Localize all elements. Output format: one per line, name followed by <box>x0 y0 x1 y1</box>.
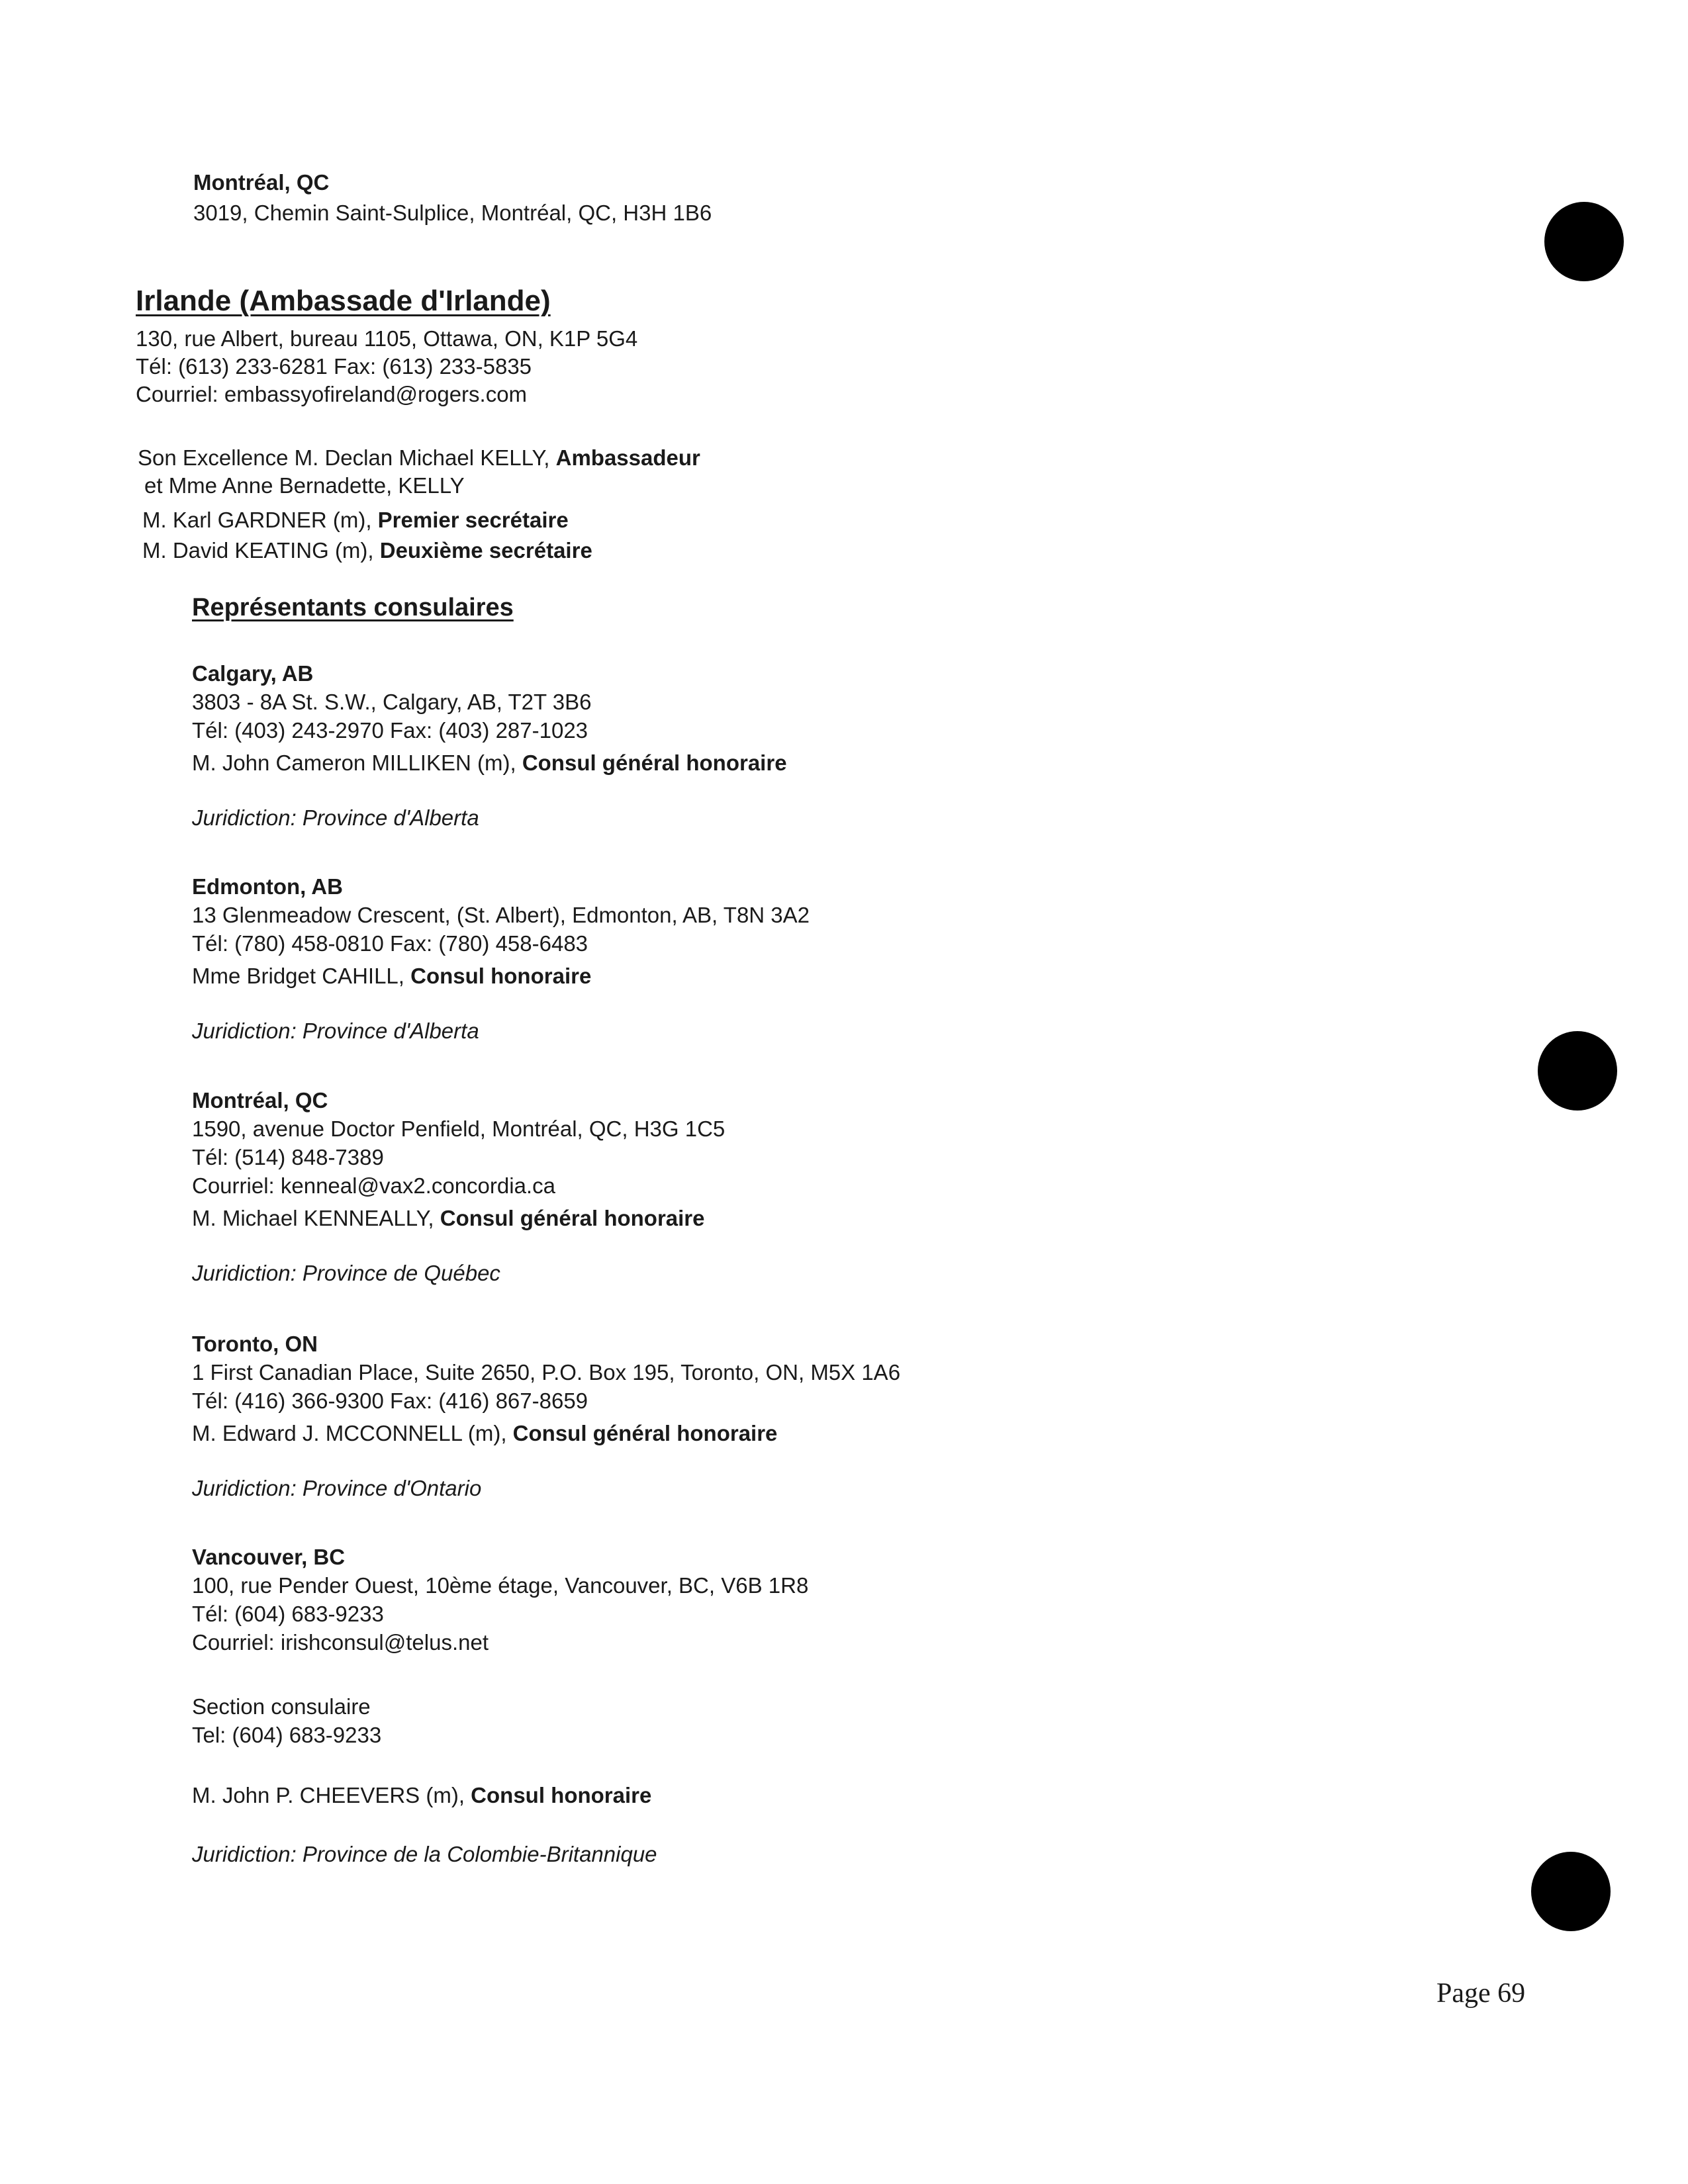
embassy-phone: Tél: (613) 233-6281 Fax: (613) 233-5835 <box>136 354 532 379</box>
embassy-email: Courriel: embassyofireland@rogers.com <box>136 382 528 406</box>
entry-address: 100, rue Pender Ouest, 10ème étage, Vancouver, BC, V6B 1R8 <box>192 1573 809 1598</box>
page-number: Page 69 <box>1436 1978 1526 2009</box>
entry-city: Calgary, AB <box>192 661 314 686</box>
entry-email: Courriel: irishconsul@telus.net <box>192 1630 489 1655</box>
entry-phone: Tél: (514) 848-7389 <box>192 1145 384 1169</box>
entry-phone: Tél: (780) 458-0810 Fax: (780) 458-6483 <box>192 931 588 956</box>
top-entry-address: 3019, Chemin Saint-Sulplice, Montréal, QC, H3H 1B6 <box>193 201 712 225</box>
embassy-address: 130, rue Albert, bureau 1105, Ottawa, ON, K1P 5G4 <box>136 326 638 351</box>
entry-address: 13 Glenmeadow Crescent, (St. Albert), Edmonton, AB, T8N 3A2 <box>192 903 810 927</box>
entry-person: M. Edward J. MCCONNELL (m), Consul général honoraire <box>192 1421 778 1445</box>
entry-address: 3803 - 8A St. S.W., Calgary, AB, T2T 3B6 <box>192 690 592 714</box>
entry-jurisdiction: Juridiction: Province de Québec <box>192 1261 500 1285</box>
consular-entry-vancouver <box>192 1543 808 1868</box>
entry-address: 1 First Canadian Place, Suite 2650, P.O. Box 195, Toronto, ON, M5X 1A6 <box>192 1360 901 1385</box>
staff-first-secretary: M. Karl GARDNER (m), Premier secrétaire <box>142 508 569 532</box>
consular-entry-toronto <box>192 1330 900 1502</box>
consular-entry-edmonton <box>192 872 810 1045</box>
entry-jurisdiction: Juridiction: Province d'Ontario <box>192 1476 482 1500</box>
punch-hole-middle <box>1538 1031 1617 1111</box>
entry-city: Montréal, QC <box>192 1088 328 1113</box>
entry-person: Mme Bridget CAHILL, Consul honoraire <box>192 964 592 988</box>
entry-phone: Tél: (416) 366-9300 Fax: (416) 867-8659 <box>192 1388 588 1413</box>
staff-spouse: et Mme Anne Bernadette, KELLY <box>144 473 465 498</box>
top-entry-city: Montréal, QC <box>193 170 330 195</box>
entry-jurisdiction: Juridiction: Province de la Colombie-Britannique <box>192 1842 657 1866</box>
entry-address: 1590, avenue Doctor Penfield, Montréal, QC, H3G 1C5 <box>192 1116 726 1141</box>
entry-city: Edmonton, AB <box>192 874 343 899</box>
entry-jurisdiction: Juridiction: Province d'Alberta <box>192 1019 479 1043</box>
entry-jurisdiction: Juridiction: Province d'Alberta <box>192 805 479 830</box>
punch-hole-bottom <box>1531 1852 1611 1931</box>
entry-person: M. John Cameron MILLIKEN (m), Consul général honoraire <box>192 751 787 775</box>
section-label: Section consulaire <box>192 1694 371 1719</box>
staff-ambassador: Son Excellence M. Declan Michael KELLY, Ambassadeur <box>138 445 700 470</box>
entry-person: M. Michael KENNEALLY, Consul général honoraire <box>192 1206 705 1230</box>
entry-phone: Tél: (604) 683-9233 <box>192 1602 384 1626</box>
entry-city: Toronto, ON <box>192 1332 318 1356</box>
entry-phone: Tél: (403) 243-2970 Fax: (403) 287-1023 <box>192 718 588 743</box>
section-phone: Tel: (604) 683-9233 <box>192 1723 382 1747</box>
staff-second-secretary: M. David KEATING (m), Deuxième secrétaire <box>142 538 592 563</box>
consular-entry-montreal <box>192 1086 725 1287</box>
entry-email: Courriel: kenneal@vax2.concordia.ca <box>192 1173 555 1198</box>
entry-person: M. John P. CHEEVERS (m), Consul honoraire <box>192 1783 652 1807</box>
embassy-title: Irlande (Ambassade d'Irlande) <box>136 285 551 317</box>
consular-entry-calgary <box>192 659 787 832</box>
consular-heading: Représentants consulaires <box>192 594 514 621</box>
punch-hole-top <box>1544 202 1624 281</box>
entry-city: Vancouver, BC <box>192 1545 346 1569</box>
